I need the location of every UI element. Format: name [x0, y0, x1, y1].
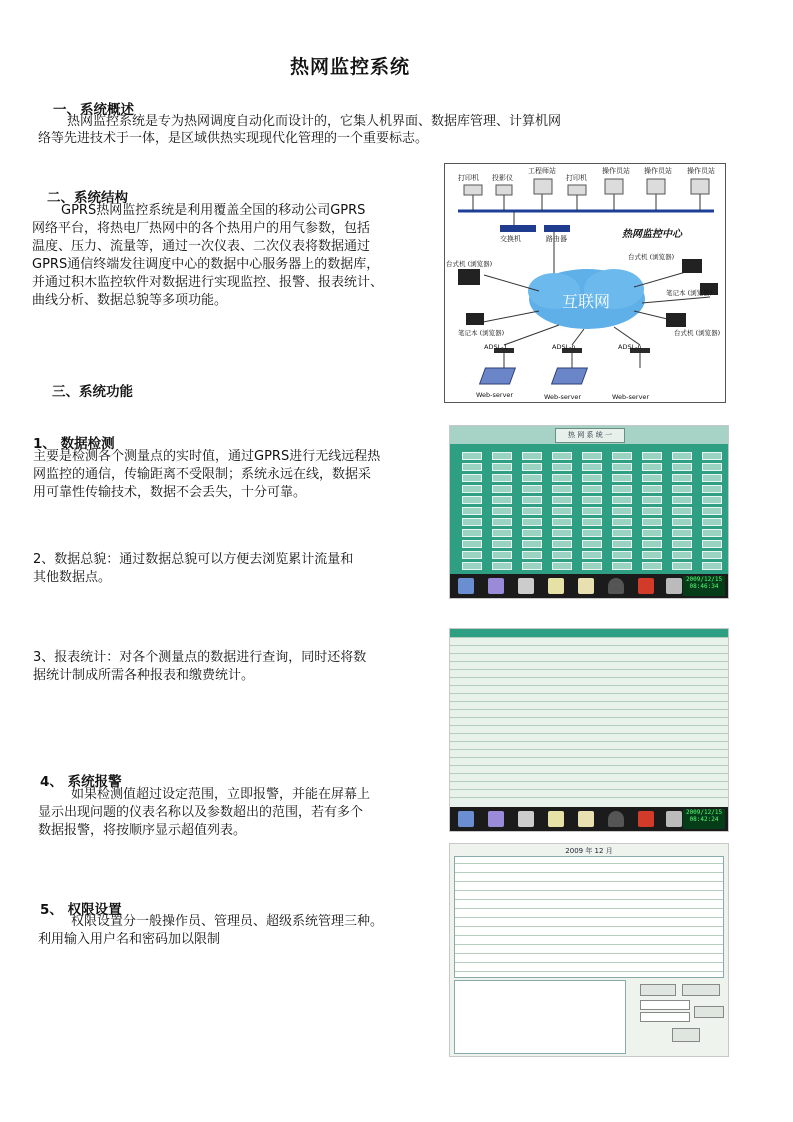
- measurement-cell: [552, 485, 572, 493]
- measurement-cell: [642, 496, 662, 504]
- measurement-cell: [612, 518, 632, 526]
- report-month: 2009 年 12 月: [565, 847, 613, 855]
- measurement-cell: [582, 452, 602, 460]
- table-row: [455, 881, 723, 882]
- notepad-icon[interactable]: [578, 811, 594, 827]
- network-architecture-diagram: [444, 163, 726, 403]
- measurement-cell: [702, 452, 722, 460]
- monitor-icon[interactable]: [458, 578, 474, 594]
- printer-label: 打印机: [458, 174, 479, 182]
- web-server-label: Web-server: [476, 391, 514, 399]
- screen-header: [450, 426, 728, 444]
- table-row: [455, 872, 723, 873]
- table-row: [450, 773, 728, 774]
- table-row: [450, 789, 728, 790]
- measurement-cell: [702, 551, 722, 559]
- measurement-cell: [552, 463, 572, 471]
- measurement-cell: [612, 474, 632, 482]
- measurement-cell: [702, 540, 722, 548]
- data-overview-paragraph: [33, 551, 353, 587]
- measurement-cell: [642, 551, 662, 559]
- measurement-cell: [642, 474, 662, 482]
- monitor-icon[interactable]: [458, 811, 474, 827]
- table-row: [455, 863, 723, 864]
- overview-func-line: 2、数据总貌：通过数据总貌可以方便去浏览累计流量和: [33, 552, 354, 567]
- measurement-cell: [492, 474, 512, 482]
- measurement-cell: [462, 518, 482, 526]
- table-row: [450, 685, 728, 686]
- operator-station-label: 操作员站: [602, 167, 630, 175]
- document-icon[interactable]: [548, 811, 564, 827]
- measurement-grid: [456, 448, 722, 572]
- table-row: [455, 917, 723, 918]
- overview-line-2: 络等先进技术于一体，是区域供热实现现代化管理的一个重要标志。: [38, 131, 429, 146]
- measurement-cell: [582, 507, 602, 515]
- table-row: [450, 741, 728, 742]
- measurement-cell: [462, 540, 482, 548]
- measurement-cell: [612, 496, 632, 504]
- measurement-cell: [612, 452, 632, 460]
- measurement-cell: [522, 485, 542, 493]
- clock-display: 2009/12/15 08:42:24: [683, 809, 725, 829]
- table-row: [450, 701, 728, 702]
- daily-table: [454, 980, 626, 1054]
- power-icon[interactable]: [638, 578, 654, 594]
- measurement-cell: [522, 452, 542, 460]
- adsl-label: ADSL-n: [618, 343, 642, 351]
- table-row: [455, 935, 723, 936]
- measurement-cell: [582, 551, 602, 559]
- measurement-cell: [672, 540, 692, 548]
- table-row: [450, 765, 728, 766]
- table-row: [450, 717, 728, 718]
- measurement-cell: [582, 529, 602, 537]
- globe-icon[interactable]: [488, 578, 504, 594]
- detection-line: 主要是检测各个测量点的实时值，通过GPRS进行无线远程热: [33, 449, 381, 464]
- measurement-cell: [552, 529, 572, 537]
- desktop-browser-label: 台式机 (浏览器): [628, 253, 675, 261]
- table-row: [450, 797, 728, 798]
- measurement-cell: [672, 463, 692, 471]
- measurement-cell: [462, 529, 482, 537]
- power-icon[interactable]: [638, 811, 654, 827]
- table-row: [450, 709, 728, 710]
- measurement-cell: [642, 529, 662, 537]
- table-row: [450, 693, 728, 694]
- measurement-cell: [522, 551, 542, 559]
- measurement-cell: [582, 562, 602, 570]
- measurement-cell: [642, 540, 662, 548]
- measurement-cell: [522, 529, 542, 537]
- measurement-cell: [462, 496, 482, 504]
- measurement-cell: [702, 562, 722, 570]
- data-detection-heading: 1、 数据检测: [33, 436, 115, 452]
- structure-line: 温度、压力、流量等，通过一次仪表、二次仪表将数据通过: [32, 239, 371, 254]
- data-detection-screenshot: [449, 425, 729, 599]
- measurement-cell: [492, 507, 512, 515]
- permission-paragraph: [38, 913, 383, 949]
- data-detection-paragraph: [33, 448, 380, 502]
- structure-line: 并通过积木监控软件对数据进行实现监控、报警、报表统计、: [32, 275, 384, 290]
- structure-line: GPRS热网监控系统是利用覆盖全国的移动公司GPRS: [61, 203, 366, 218]
- measurement-cell: [582, 463, 602, 471]
- measurement-cell: [492, 463, 512, 471]
- measurement-cell: [702, 529, 722, 537]
- measurement-cell: [522, 463, 542, 471]
- measurement-cell: [612, 529, 632, 537]
- screen-tab: 热 网 系 统 一: [555, 428, 625, 443]
- measurement-cell: [702, 507, 722, 515]
- measurement-cell: [672, 496, 692, 504]
- report-rows: [450, 637, 728, 805]
- printer-icon[interactable]: [666, 578, 682, 594]
- table-row: [455, 899, 723, 900]
- web-server-label: Web-server: [544, 393, 582, 401]
- taskbar: [450, 807, 728, 831]
- alarm-bell-icon[interactable]: [608, 811, 624, 827]
- measurement-cell: [642, 463, 662, 471]
- measurement-cell: [462, 474, 482, 482]
- web-server-label: Web-server: [612, 393, 650, 401]
- measurement-cell: [522, 474, 542, 482]
- engineer-station-label: 工程师站: [528, 167, 556, 175]
- query-button[interactable]: [640, 984, 676, 996]
- alarm-line: 如果检测值超过设定范围，立即报警，并能在屏幕上: [71, 787, 371, 802]
- table-row: [450, 661, 728, 662]
- page-title: 热网监控系统: [289, 56, 410, 78]
- report-table-screenshot: [449, 628, 729, 832]
- measurement-cell: [582, 485, 602, 493]
- table-row: [455, 944, 723, 945]
- table-row: [450, 733, 728, 734]
- measurement-cell: [552, 551, 572, 559]
- alarm-line: 显示出现问题的仪表名称以及参数超出的范围，若有多个: [38, 805, 364, 820]
- switch-label: 交换机: [500, 235, 521, 243]
- table-row: [455, 908, 723, 909]
- measurement-cell: [672, 562, 692, 570]
- measurement-cell: [582, 474, 602, 482]
- adsl-label: ADSL-n: [552, 343, 576, 351]
- measurement-cell: [552, 562, 572, 570]
- measurement-cell: [492, 496, 512, 504]
- alarm-heading: 4、 系统报警: [40, 774, 122, 790]
- table-row: [450, 757, 728, 758]
- permission-line: 利用输入用户名和密码加以限制: [38, 932, 221, 947]
- table-row: [450, 725, 728, 726]
- measurement-cell: [672, 485, 692, 493]
- measurement-cell: [702, 474, 722, 482]
- measurement-cell: [492, 518, 512, 526]
- measurement-cell: [462, 507, 482, 515]
- permission-line: 权限设置分一般操作员、管理员、超级系统管理三种。: [71, 914, 384, 929]
- table-row: [450, 645, 728, 646]
- structure-line: GPRS通信终端发往调度中心的数据中心服务器上的数据库，: [32, 257, 380, 272]
- measurement-cell: [612, 485, 632, 493]
- table-row: [450, 637, 728, 638]
- measurement-cell: [672, 529, 692, 537]
- operator-station-label: 操作员站: [687, 167, 715, 175]
- table-row: [450, 749, 728, 750]
- measurement-cell: [552, 540, 572, 548]
- measurement-cell: [492, 485, 512, 493]
- laptop-browser-label: 笔记本 (浏览器): [666, 289, 713, 297]
- clock-display: 2009/12/15 08:46:34: [683, 576, 725, 596]
- table-row: [455, 890, 723, 891]
- measurement-cell: [642, 507, 662, 515]
- measurement-cell: [612, 463, 632, 471]
- projector-label: 投影仪: [492, 174, 513, 182]
- measurement-cell: [492, 452, 512, 460]
- table-row: [455, 926, 723, 927]
- permission-heading: 5、 权限设置: [40, 902, 122, 918]
- screen-icon[interactable]: [518, 578, 534, 594]
- print-button[interactable]: [682, 984, 720, 996]
- measurement-cell: [702, 518, 722, 526]
- measurement-cell: [642, 485, 662, 493]
- notepad-icon[interactable]: [578, 578, 594, 594]
- alarm-paragraph: [38, 786, 370, 840]
- measurement-cell: [672, 551, 692, 559]
- measurement-cell: [552, 507, 572, 515]
- measurement-cell: [462, 452, 482, 460]
- measurement-cell: [552, 518, 572, 526]
- report-line: 3、报表统计：对各个测量点的数据进行查询，同时还将数: [33, 650, 367, 665]
- start-date-field[interactable]: [640, 1000, 690, 1010]
- table-row: [450, 653, 728, 654]
- measurement-cell: [612, 551, 632, 559]
- section-structure-heading: 二、系统结构: [47, 190, 128, 206]
- exit-button[interactable]: [672, 1028, 700, 1042]
- report-statistics-paragraph: [33, 649, 366, 685]
- measurement-cell: [672, 474, 692, 482]
- measurement-cell: [612, 507, 632, 515]
- measurement-cell: [672, 452, 692, 460]
- measurement-cell: [702, 485, 722, 493]
- adsl-label: ADSL-1: [484, 343, 508, 351]
- desktop-browser-label: 台式机 (浏览器): [446, 260, 493, 268]
- measurement-cell: [552, 474, 572, 482]
- measurement-cell: [582, 518, 602, 526]
- overview-line-1: 热网监控系统是专为热网调度自动化而设计的，它集人机界面、数据库管理、计算机网: [67, 114, 562, 129]
- monthly-table: [454, 856, 724, 978]
- measurement-cell: [522, 518, 542, 526]
- network-diagram-graphic: [444, 163, 726, 403]
- detection-line: 网监控的通信，传输距离不受限制；系统永远在线，数据采: [33, 467, 372, 482]
- measurement-cell: [552, 452, 572, 460]
- measurement-cell: [462, 562, 482, 570]
- measurement-cell: [672, 507, 692, 515]
- measurement-cell: [642, 518, 662, 526]
- structure-paragraph: [32, 202, 432, 310]
- end-date-field[interactable]: [640, 1012, 690, 1022]
- measurement-cell: [462, 463, 482, 471]
- table-row: [450, 677, 728, 678]
- measurement-cell: [522, 562, 542, 570]
- measurement-cell: [582, 496, 602, 504]
- measurement-cell: [522, 540, 542, 548]
- printer-label: 打印机: [566, 174, 587, 182]
- measurement-cell: [522, 507, 542, 515]
- measurement-cell: [672, 518, 692, 526]
- overview-func-line: 其他数据点。: [33, 570, 112, 585]
- table-row: [450, 669, 728, 670]
- desktop-browser-label: 台式机 (浏览器): [674, 329, 721, 337]
- monthly-report-screenshot: [449, 843, 729, 1057]
- measurement-cell: [492, 551, 512, 559]
- laptop-browser-label: 笔记本 (浏览器): [458, 329, 505, 337]
- screen-icon[interactable]: [518, 811, 534, 827]
- table-row: [455, 953, 723, 954]
- measurement-cell: [642, 562, 662, 570]
- table-header-bar: [450, 629, 728, 637]
- measurement-cell: [702, 496, 722, 504]
- globe-icon[interactable]: [488, 811, 504, 827]
- section-functions-heading: 三、系统功能: [52, 384, 133, 400]
- table-row: [455, 962, 723, 963]
- measurement-cell: [702, 463, 722, 471]
- measurement-cell: [522, 496, 542, 504]
- detection-line: 用可靠性传输技术，数据不会丢失，十分可靠。: [33, 485, 307, 500]
- measurement-cell: [552, 496, 572, 504]
- alarm-line: 数据报警，将按顺序显示超值列表。: [38, 823, 247, 838]
- alarm-bell-icon[interactable]: [608, 578, 624, 594]
- operator-station-label: 操作员站: [644, 167, 672, 175]
- router-label: 路由器: [546, 235, 567, 243]
- measurement-cell: [582, 540, 602, 548]
- internet-label: 互联网: [562, 292, 611, 311]
- table-row: [455, 971, 723, 972]
- measurement-cell: [612, 562, 632, 570]
- structure-line: 网络平台，将热电厂热网中的各个热用户的用气参数，包括: [32, 221, 371, 236]
- section-overview-heading: 一、系统概述: [53, 102, 134, 118]
- measurement-cell: [462, 551, 482, 559]
- measurement-cell: [492, 529, 512, 537]
- report-line: 据统计制成所需各种报表和缴费统计。: [33, 668, 255, 683]
- measurement-cell: [492, 540, 512, 548]
- measurement-cell: [462, 485, 482, 493]
- control-center-label: 热网监控中心: [622, 229, 682, 240]
- structure-line: 曲线分析、数据总貌等多项功能。: [32, 293, 228, 308]
- generate-button[interactable]: [694, 1006, 724, 1018]
- taskbar: [450, 574, 728, 598]
- document-icon[interactable]: [548, 578, 564, 594]
- table-row: [450, 781, 728, 782]
- printer-icon[interactable]: [666, 811, 682, 827]
- measurement-cell: [612, 540, 632, 548]
- measurement-cell: [492, 562, 512, 570]
- measurement-cell: [642, 452, 662, 460]
